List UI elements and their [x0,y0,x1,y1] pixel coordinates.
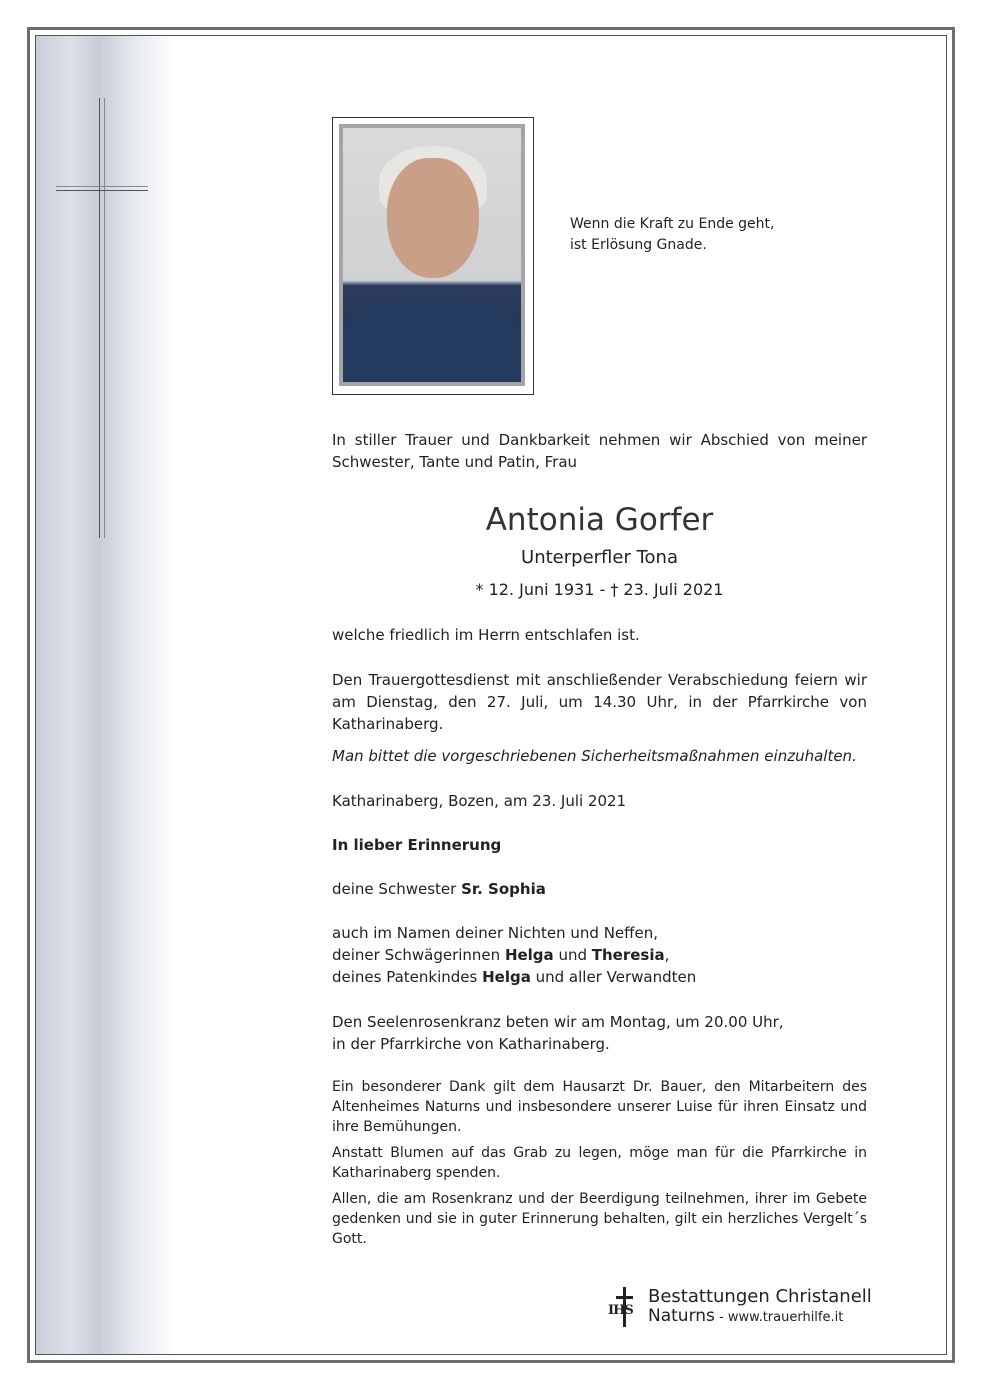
funeral-home-logo [608,1287,872,1327]
decorative-band [36,36,176,1354]
life-dates: * 12. Juni 1931 - † 23. Juli 2021 [475,580,724,599]
cross-icon [99,98,105,538]
family-block: auch im Namen deiner Nichten und Neffen, deiner Schwägerinnen Helga und Theresia, deines Patenkindes Helga und aller Verwandten [332,924,697,986]
rosary-text: Den Seelenrosenkranz beten wir am Montag, um 20.00 Uhr, in der Pfarrkirche von Katharinaberg. [332,1013,784,1053]
funeral-home-website: - www.trauerhilfe.it [714,1310,844,1325]
sister-line: deine Schwester Sr. Sophia [332,880,546,898]
service-text: Den Trauergottesdienst mit anschließender Verabschiedung feiern wir am Dienstag, den 27. Juli, um 14.30 Uhr, in der Pfarrkirche von Katharinaberg. [332,671,867,733]
deceased-name: Antonia Gorfer [485,502,714,538]
quote: Wenn die Kraft zu Ende geht, ist Erlösung Gnade. [570,216,775,253]
nickname: Unterperfler Tona [521,547,678,568]
thanks-block: Ein besonderer Dank gilt dem Hausarzt Dr. Bauer, den Mitarbeitern des Altenheimes Naturns und insbesondere unserer Luise für ihren Einsatz und ihre Bemühungen. Anstatt Blumen auf das Grab zu legen, möge man für die Pfarrkirche in Katharinaberg spenden. Allen, die am Rosenkranz und der Beerdigung teilnehmen, ihrer im Gebete gedenken und sie in guter Erinnerung behalten, gilt ein herzliches Vergelt´s Gott. [332,1079,867,1247]
funeral-home-name: Bestattungen Christanell [648,1286,872,1307]
cross-icon-bar [56,186,148,191]
portrait-photo [332,117,534,395]
place-date: Katharinaberg, Bozen, am 23. Juli 2021 [332,792,627,810]
memory-heading: In lieber Erinnerung [332,836,502,854]
safety-notice: Man bittet die vorgeschriebenen Sicherheitsmaßnahmen einzuhalten. [332,747,857,765]
funeral-home-town: Naturns [648,1306,715,1326]
ihs-cross-icon: IHS [608,1287,642,1327]
intro-text: In stiller Trauer und Dankbarkeit nehmen wir Abschied von meiner Schwester, Tante und Patin, Frau [332,431,867,471]
passed-text: welche friedlich im Herrn entschlafen ist. [332,626,640,644]
